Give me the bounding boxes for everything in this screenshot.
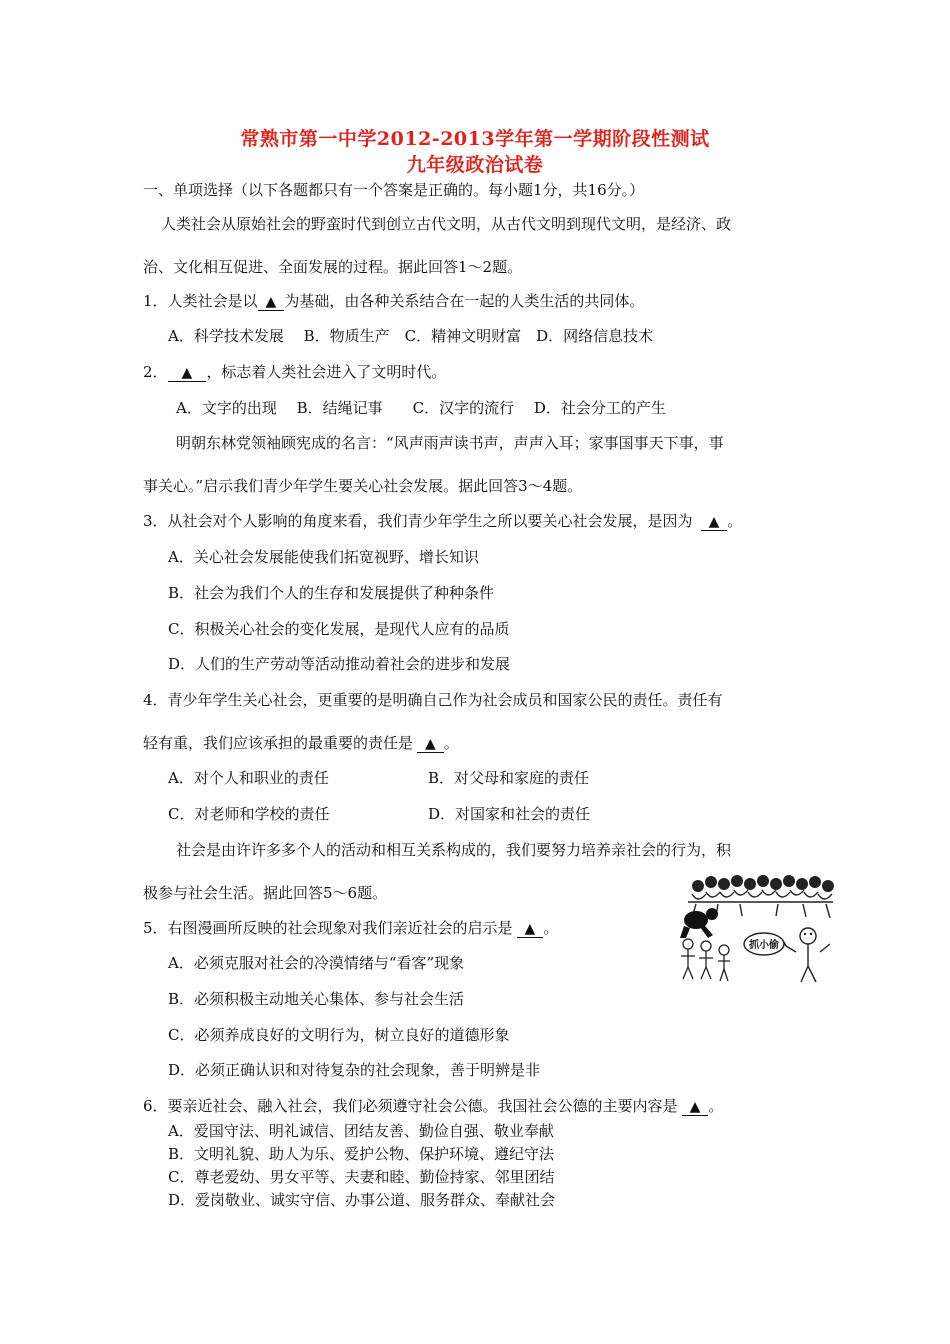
question-1-options: A．科学技术发展 B．物质生产 C．精神文明财富 D．网络信息技术 — [168, 327, 654, 345]
question-3-option-d: D．人们的生产劳动等活动推动着社会的进步和发展 — [168, 655, 511, 673]
question-5-option-c: C．必须养成良好的文明行为，树立良好的道德形象 — [168, 1026, 510, 1044]
answer-blank[interactable] — [417, 735, 444, 753]
question-3-option-a: A．关心社会发展能使我们拓宽视野、增长知识 — [168, 548, 479, 566]
question-3-option-c: C．积极关心社会的变化发展，是现代人应有的品质 — [168, 620, 510, 638]
question-6-option-c: C．尊老爱幼、男女平等、夫妻和睦、勤俭持家、邻里团结 — [168, 1168, 555, 1186]
answer-blank[interactable] — [701, 513, 728, 531]
question-5-option-d: D．必须正确认识和对待复杂的社会现象，善于明辨是非 — [168, 1061, 541, 1079]
question-3-option-b: B．社会为我们个人的生存和发展提供了种种条件 — [168, 584, 495, 602]
question-4-option-d: D．对国家和社会的责任 — [428, 805, 591, 823]
question-5-option-a: A．必须克服对社会的冷漠情绪与“看客”现象 — [168, 954, 465, 972]
passage-3-line-1: 社会是由许许多多个人的活动和相互关系构成的，我们要努力培养亲社会的行为，积 — [176, 841, 732, 859]
triangle-icon: ▲ — [708, 514, 720, 530]
question-6: 6．要亲近社会、融入社会，我们必须遵守社会公德。我国社会公德的主要内容是 ▲ 。 — [143, 1097, 724, 1115]
triangle-icon: ▲ — [524, 921, 536, 937]
passage-3-line-2: 极参与社会生活。据此回答5～6题。 — [143, 884, 388, 902]
triangle-icon: ▲ — [181, 365, 193, 381]
question-4-line-1: 4．青少年学生关心社会，更重要的是明确自己作为社会成员和国家公民的责任。责任有 — [143, 691, 723, 709]
question-6-option-a: A．爱国守法、明礼诚信、团结友善、勤俭自强、敬业奉献 — [168, 1122, 554, 1140]
question-5-option-b: B．必须积极主动地关心集体、参与社会生活 — [168, 990, 465, 1008]
answer-blank[interactable] — [682, 1098, 709, 1116]
question-4-option-a: A．对个人和职业的责任 — [168, 769, 329, 787]
thief-cartoon-image — [678, 872, 840, 992]
answer-blank[interactable] — [258, 293, 285, 311]
exam-subtitle: 九年级政治试卷 — [406, 154, 544, 176]
question-4-option-c: C．对老师和学校的责任 — [168, 805, 330, 823]
section-heading: 一、单项选择（以下各题都只有一个答案是正确的。每小题1分，共16分。） — [143, 181, 645, 199]
cartoon-speech-text: 抓小偷 — [749, 940, 779, 951]
question-3: 3．从社会对个人影响的角度来看，我们青少年学生之所以要关心社会发展，是因为 ▲ 。 — [143, 512, 743, 530]
question-2-options: A．文字的出现 B．结绳记事 C．汉字的流行 D．社会分工的产生 — [176, 399, 666, 417]
triangle-icon: ▲ — [425, 736, 436, 752]
triangle-icon: ▲ — [265, 294, 277, 310]
question-6-option-b: B．文明礼貌、助人为乐、爱护公物、保护环境、遵纪守法 — [168, 1145, 555, 1163]
answer-blank[interactable] — [517, 920, 544, 938]
question-5: 5．右图漫画所反映的社会现象对我们亲近社会的启示是 ▲ 。 — [143, 919, 559, 937]
passage-2-line-2: 事关心。”启示我们青少年学生要关心社会发展。据此回答3～4题。 — [143, 477, 583, 495]
triangle-icon: ▲ — [689, 1099, 701, 1115]
passage-1-line-1: 人类社会从原始社会的野蛮时代到创立古代文明，从古代文明到现代文明，是经济、政 — [161, 215, 732, 233]
exam-title: 常熟市第一中学2012-2013学年第一学期阶段性测试 — [240, 128, 710, 150]
question-6-option-d: D．爱岗敬业、诚实守信、办事公道、服务群众、奉献社会 — [168, 1191, 556, 1209]
question-4-line-2: 轻有重，我们应该承担的最重要的责任是 ▲ 。 — [143, 734, 459, 752]
answer-blank[interactable] — [168, 364, 207, 382]
question-1: 1．人类社会是以 ▲ 为基础，由各种关系结合在一起的人类生活的共同体。 — [143, 292, 645, 310]
question-2: 2． ▲ ，标志着人类社会进入了文明时代。 — [143, 363, 447, 381]
passage-2-line-1: 明朝东林党领袖顾宪成的名言：“风声雨声读书声，声声入耳；家事国事天下事，事 — [176, 434, 724, 452]
question-4-option-b: B．对父母和家庭的责任 — [428, 769, 590, 787]
passage-1-line-2: 治、文化相互促进、全面发展的过程。据此回答1～2题。 — [143, 258, 523, 276]
